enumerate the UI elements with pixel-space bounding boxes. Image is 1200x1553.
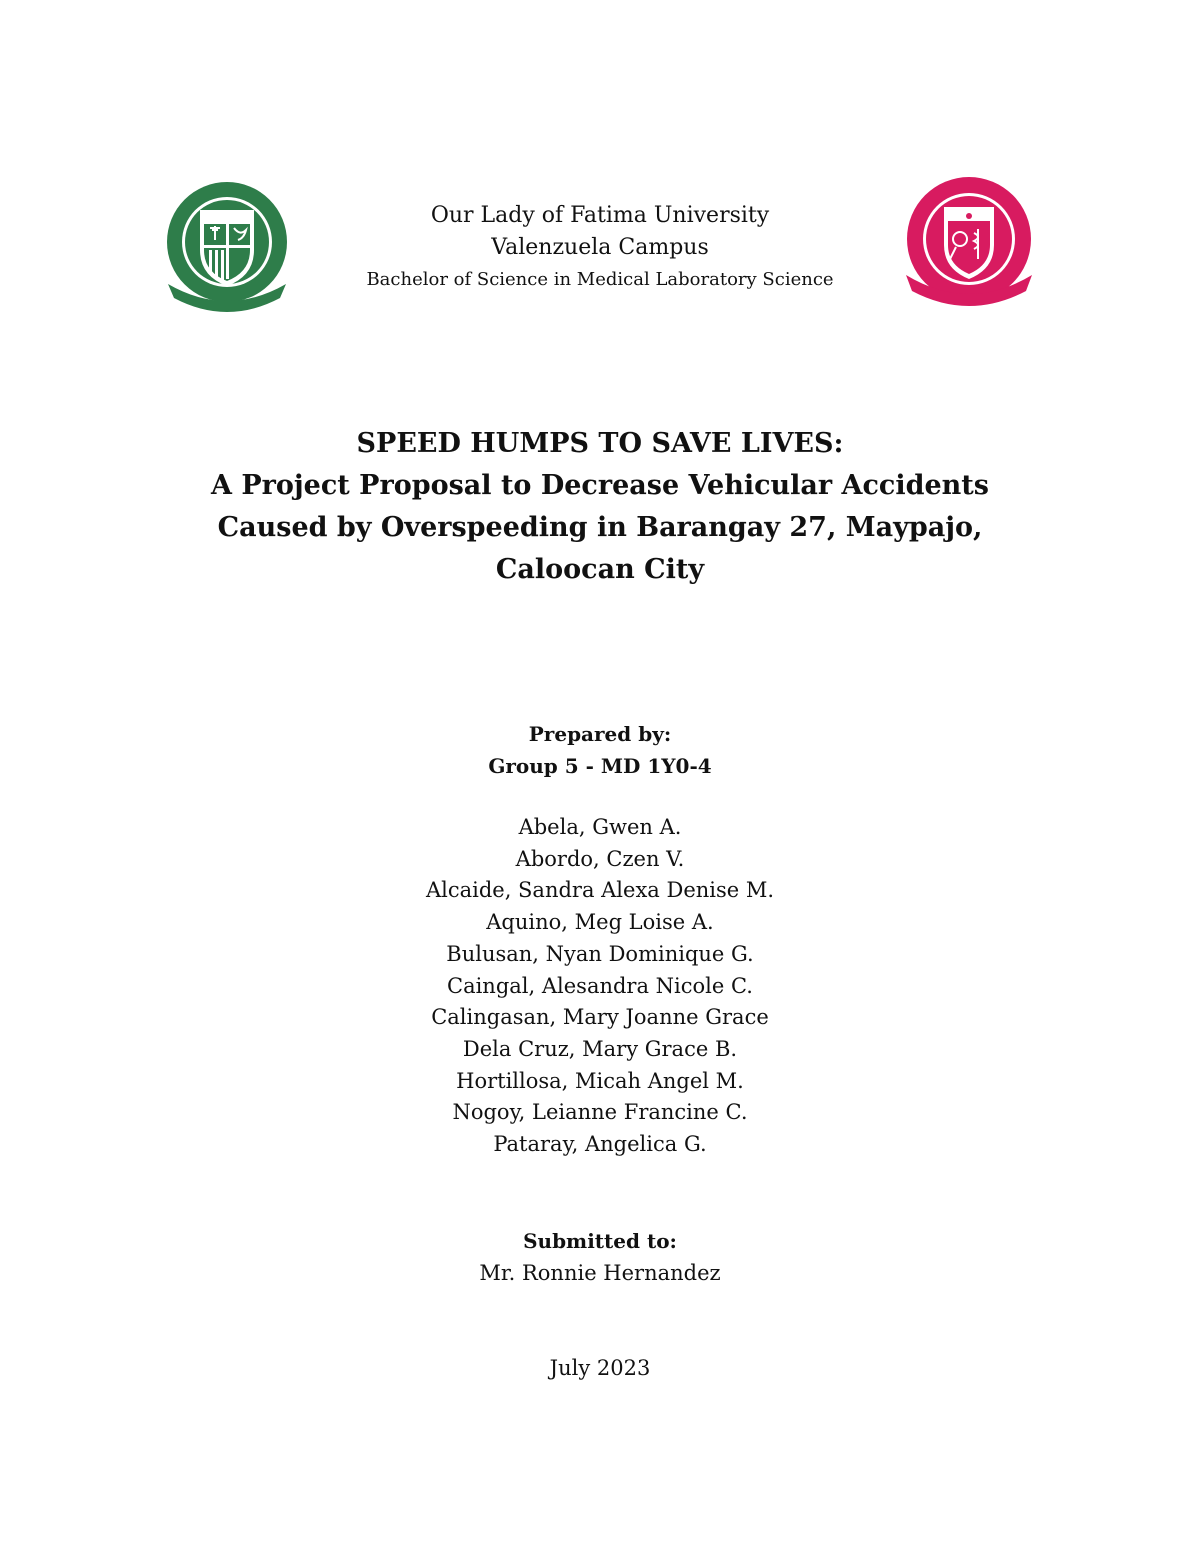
- submission-date: July 2023: [549, 1356, 651, 1380]
- member-name: Alcaide, Sandra Alexa Denise M.: [425, 878, 775, 903]
- program-name: Bachelor of Science in Medical Laboratory Science: [366, 269, 834, 290]
- member-name: Aquino, Meg Loise A.: [486, 910, 714, 935]
- member-list: [0, 812, 1200, 1161]
- member-name: Pataray, Angelica G.: [493, 1132, 707, 1157]
- submitted-to-label: Submitted to:: [523, 1229, 677, 1253]
- member-name: Hortillosa, Micah Angel M.: [456, 1068, 744, 1093]
- instructor-name: Mr. Ronnie Hernandez: [479, 1261, 721, 1285]
- group-name: Group 5 - MD 1Y0-4: [488, 754, 712, 778]
- member-name: Abordo, Czen V.: [515, 846, 685, 871]
- institution-header: [0, 200, 1200, 296]
- title-line-3: Caused by Overspeeding in Barangay 27, Maypajo,: [217, 512, 983, 543]
- member-name: Bulusan, Nyan Dominique G.: [446, 941, 754, 966]
- member-name: Abela, Gwen A.: [518, 815, 682, 839]
- title-line-1: SPEED HUMPS TO SAVE LIVES:: [356, 428, 844, 459]
- document-title: [0, 423, 1200, 591]
- prepared-by-label: Prepared by:: [528, 722, 672, 746]
- member-name: Nogoy, Leianne Francine C.: [452, 1100, 748, 1125]
- member-name: Caingal, Alesandra Nicole C.: [447, 973, 753, 998]
- university-name: Our Lady of Fatima University: [430, 203, 770, 228]
- member-name: Calingasan, Mary Joanne Grace: [431, 1005, 769, 1030]
- title-line-2: A Project Proposal to Decrease Vehicular Accidents: [211, 470, 989, 501]
- campus-name: Valenzuela Campus: [491, 235, 709, 260]
- title-line-4: Caloocan City: [495, 554, 705, 585]
- submitted-to-section: [0, 1225, 1200, 1289]
- prepared-by-section: [0, 718, 1200, 782]
- member-name: Dela Cruz, Mary Grace B.: [462, 1036, 738, 1061]
